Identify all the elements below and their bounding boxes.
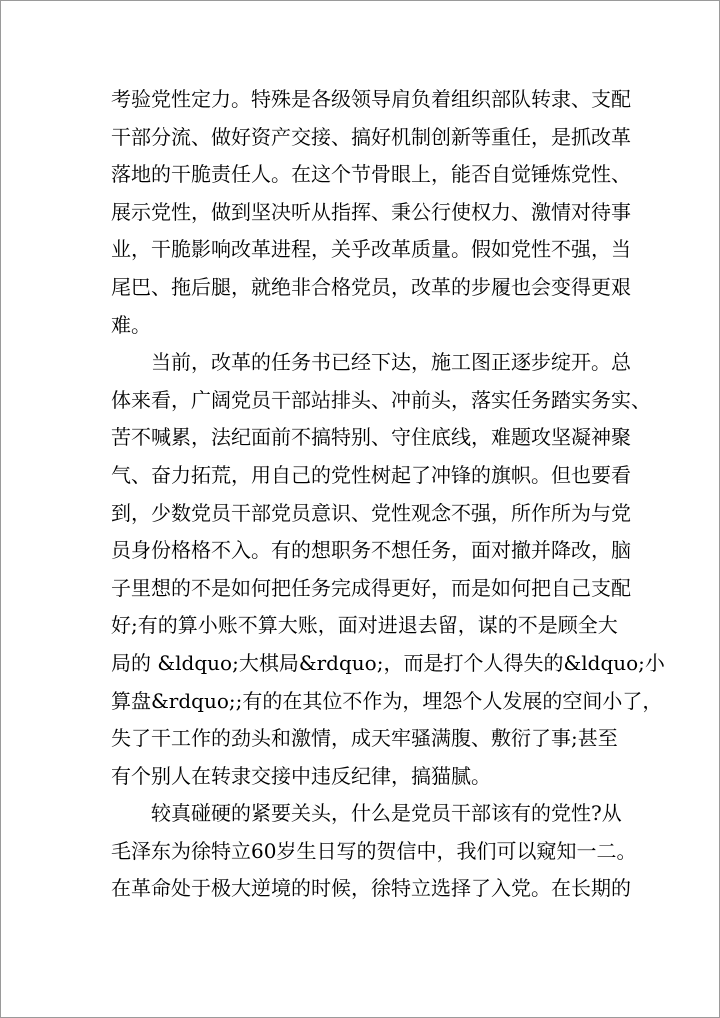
text-line: 局的 &ldquo;大棋局&rdquo;，而是打个人得失的&ldquo;小 — [111, 650, 665, 675]
text-line: 有个别人在转隶交接中违反纪律，搞猫腻。 — [111, 763, 491, 788]
text-line: 业，干脆影响改革进程，关乎改革质量。假如党性不强，当 — [111, 237, 631, 262]
paragraph-3 — [111, 795, 637, 908]
text-line: 展示党性，做到坚决听从指挥、秉公行使权力、激情对待事 — [111, 199, 631, 224]
text-line: 较真碰硬的紧要关头，什么是党员干部该有的党性?从 — [151, 801, 622, 826]
paragraph-1 — [111, 81, 631, 344]
text-line: 毛泽东为徐特立60岁生日写的贺信中，我们可以窥知一二。 — [111, 838, 637, 863]
text-line: 苦不喊累，法纪面前不搞特别、守住底线，难题攻坚凝神聚 — [111, 425, 631, 450]
text-line: 员身份格格不入。有的想职务不想任务，面对撤并降改，脑 — [111, 538, 631, 563]
text-line: 考验党性定力。特殊是各级领导肩负着组织部队转隶、支配 — [111, 87, 631, 111]
text-line: 难。 — [111, 312, 151, 337]
text-line: 尾巴、拖后腿，就绝非合格党员，改革的步履也会变得更艰 — [111, 274, 631, 299]
text-line: 好;有的算小账不算大账，面对进退去留，谋的不是顾全大 — [111, 613, 618, 638]
paragraph-2 — [111, 344, 665, 795]
text-line: 在革命处于极大逆境的时候，徐特立选择了入党。在长期的 — [111, 876, 631, 901]
text-line: 气、奋力拓荒，用自己的党性树起了冲锋的旗帜。但也要看 — [111, 462, 631, 487]
text-line: 当前，改革的任务书已经下达，施工图正逐步绽开。总 — [151, 350, 631, 375]
text-line: 子里想的不是如何把任务完成得更好，而是如何把自己支配 — [111, 575, 631, 600]
text-line: 干部分流、做好资产交接、搞好机制创新等重任，是抓改革 — [111, 124, 631, 149]
text-line: 失了干工作的劲头和激情，成天牢骚满腹、敷衍了事;甚至 — [111, 726, 618, 751]
body-text — [111, 81, 665, 908]
text-line: 算盘&rdquo;;有的在其位不作为，埋怨个人发展的空间小了， — [111, 688, 663, 713]
text-line: 体来看，广阔党员干部站排头、冲前头，落实任务踏实务实、 — [111, 387, 651, 412]
text-line: 到，少数党员干部党员意识、党性观念不强，所作所为与党 — [111, 500, 631, 525]
text-line: 落地的干脆责任人。在这个节骨眼上，能否自觉锤炼党性、 — [111, 162, 631, 187]
